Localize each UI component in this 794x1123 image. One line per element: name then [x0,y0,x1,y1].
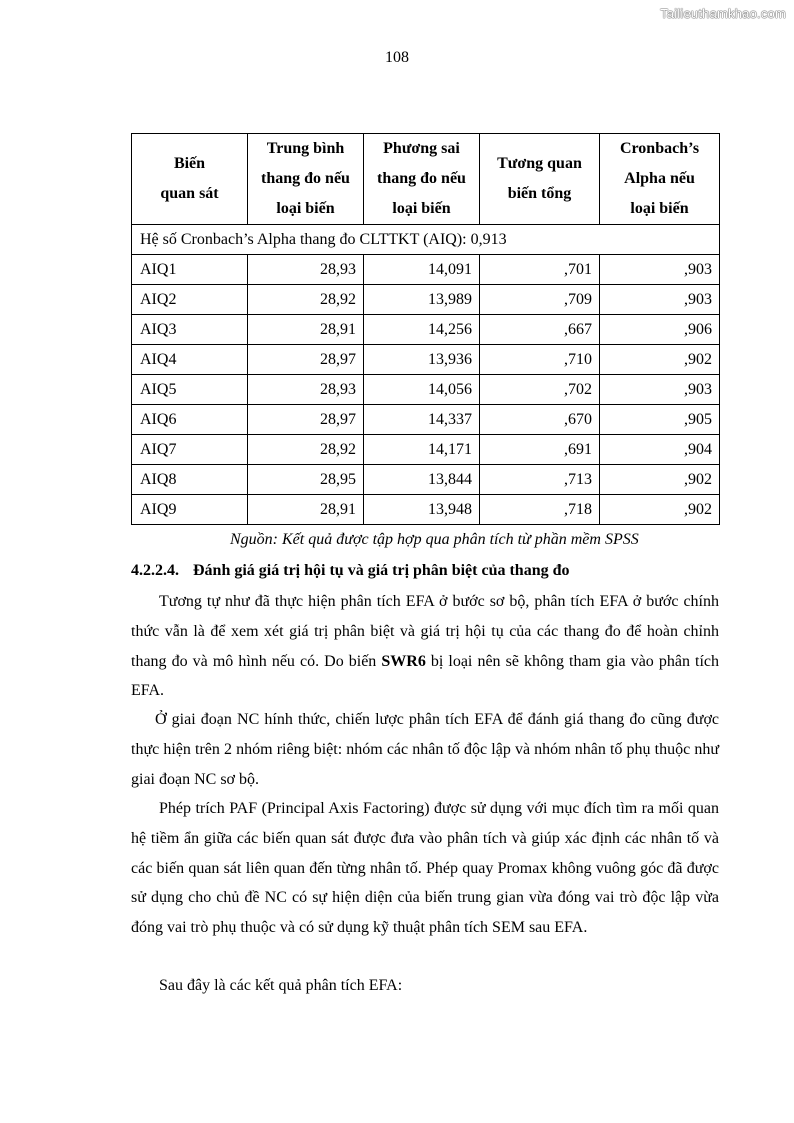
row-value: 14,171 [364,435,480,465]
row-variable: AIQ7 [132,435,248,465]
paragraph-4: Sau đây là các kết quả phân tích EFA: [159,977,403,994]
table-row [132,345,720,375]
table-row [132,315,720,345]
row-variable: AIQ1 [132,255,248,285]
cronbach-alpha-table [131,133,720,525]
row-value: ,905 [600,405,720,435]
row-value: 28,97 [248,405,364,435]
table-row [132,435,720,465]
paragraph-2: Ở giai đoạn NC hính thức, chiến lược phân tích EFA để đánh giá thang đo cũng được thực hiện trên 2 nhóm riêng biệt: nhóm các nhân tố độc lập và nhóm nhân tố phụ thuộc như giai đoạn NC sơ bộ. [131,711,719,788]
paragraph-1: Tương tự như đã thực hiện phân tích EFA ở bước sơ bộ, phân tích EFA ở bước chính thức vẫn là để xem xét giá trị phân biệt và giá trị hội tụ của các thang đo để hoàn chỉnh thang đo và mô hình nếu có. Do biến SWR6 bị loại nên sẽ không tham gia vào phân tích EFA. [131,593,720,700]
row-value: ,903 [600,285,720,315]
row-value: ,710 [480,345,600,375]
row-variable: AIQ2 [132,285,248,315]
header-scale-mean: Trung bình thang đo nếu loại biến [248,134,364,225]
header-item-total-correlation: Tương quan biến tổng [480,134,600,225]
row-value: 14,056 [364,375,480,405]
row-variable: AIQ6 [132,405,248,435]
source-note: Nguồn: Kết quả được tập hợp qua phân tích từ phần mềm SPSS [230,531,639,548]
row-value: 13,948 [364,495,480,525]
row-variable: AIQ4 [132,345,248,375]
header-scale-variance: Phương sai thang đo nếu loại biến [364,134,480,225]
section-title: Đánh giá giá trị hội tụ và giá trị phân biệt của thang đo [193,562,570,579]
row-value: ,903 [600,255,720,285]
table-row [132,405,720,435]
row-value: 28,93 [248,375,364,405]
row-value: 13,844 [364,465,480,495]
row-value: ,904 [600,435,720,465]
row-value: 14,256 [364,315,480,345]
row-value: 14,337 [364,405,480,435]
table-row [132,495,720,525]
row-variable: AIQ8 [132,465,248,495]
row-value: ,713 [480,465,600,495]
row-variable: AIQ9 [132,495,248,525]
row-value: 28,91 [248,495,364,525]
row-value: 13,989 [364,285,480,315]
row-value: ,902 [600,345,720,375]
group-row [132,225,720,255]
table-row [132,465,720,495]
bold-variable: SWR6 [381,652,426,670]
section-number: 4.2.2.4. [131,562,179,579]
row-value: 28,97 [248,345,364,375]
row-value: ,709 [480,285,600,315]
row-value: ,701 [480,255,600,285]
watermark: Tailieuthamkhao.com [660,6,786,21]
section-heading [131,562,570,580]
row-value: 28,92 [248,435,364,465]
page-number: 108 [385,49,409,66]
row-value: ,670 [480,405,600,435]
row-value: ,902 [600,495,720,525]
table-row [132,375,720,405]
row-value: 13,936 [364,345,480,375]
row-value: 28,93 [248,255,364,285]
table-row [132,255,720,285]
table-row [132,285,720,315]
row-value: ,667 [480,315,600,345]
row-value: ,702 [480,375,600,405]
row-value: ,718 [480,495,600,525]
table-header-row [132,134,720,225]
group-row-label: Hệ số Cronbach’s Alpha thang đo CLTTKT (AIQ): 0,913 [132,225,720,255]
row-variable: AIQ3 [132,315,248,345]
row-value: ,903 [600,375,720,405]
row-value: 28,92 [248,285,364,315]
row-value: ,906 [600,315,720,345]
row-value: 14,091 [364,255,480,285]
row-value: ,691 [480,435,600,465]
row-value: 28,95 [248,465,364,495]
header-variable: Biến quan sát [132,134,248,225]
header-alpha-if-deleted: Cronbach’s Alpha nếu loại biến [600,134,720,225]
row-value: 28,91 [248,315,364,345]
row-value: ,902 [600,465,720,495]
paragraph-3: Phép trích PAF (Principal Axis Factoring) được sử dụng với mục đích tìm ra mối quan hệ tiềm ẩn giữa các biến quan sát được đưa vào phân tích và giúp xác định các nhân tố và các biến quan sát liên quan đến từng nhân tố. Phép quay Promax không vuông góc đã được sử dụng cho chủ đề NC có sự hiện diện của biến trung gian vừa đóng vai trò độc lập vừa đóng vai trò phụ thuộc và có sử dụng kỹ thuật phân tích SEM sau EFA. [131,800,719,937]
row-variable: AIQ5 [132,375,248,405]
